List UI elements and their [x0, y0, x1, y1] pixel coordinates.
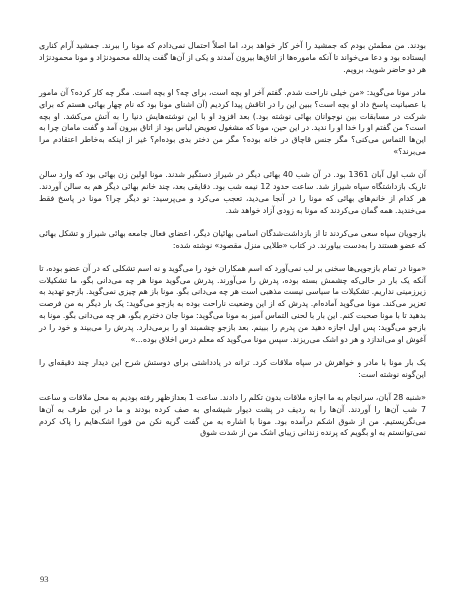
paragraph-visit: یک بار مونا با مادر و خواهرش در سپاه ملاقات کرد. ترانه در یادداشتی برای دوستش شرح این دیدار چند دقیقه‌ای را این‌گونه نوشته است:: [39, 357, 426, 379]
document-body: [39, 40, 426, 439]
paragraph-night-of-arrest: آن شب اول آبان 1361 بود. در آن شب 40 بهائی دیگر در شیراز دستگیر شدند. مونا اولین زن بهائی بود که وارد سالن تاریک بازداشتگاه سپاه شیراز شد. ساعت حدود 12 نیمه شب بود. دقایقی بعد، چند خانم بهائی دیگر هم به سالن آوردند. هر کدام از خانم‌های بهائی که مونا را در آنجا می‌دید، تعجب می‌کرد و می‌پرسید: تو دیگر چرا؟ مونا در پاسخ فقط می‌خندید. همه گمان می‌کردند که مونا به زودی آزاد خواهد شد.: [39, 170, 426, 215]
paragraph-mother-quote: مادر مونا می‌گوید: «من خیلی ناراحت شدم. گفتم آخر او بچه است، برای چه؟ او بچه است. مگر چه کار کرده؟ آن مامور با عصبانیت پاسخ داد او بچه است؟ ببین این را در اتاقش پیدا کردیم (آن اشنای مونا بود که نام چهار بهائی هستم که برای شرکت در مسابقات بین نوجوانان بهائی نوشته بود.) بعد افزود او با این نوشته‌هایش دنیا را به آتش می‌کشد. او بچه است؟ من گفتم او را خدا او را ندید. در این حین، مونا که مشغول تعویض لباس بود از اتاق بیرون آمد و گفت مامان چرا به این‌ها التماس می‌کنی؟ مگر جنس قاچاق در خانه بوده؟ مگر من دختر بدی بوده‌ام؟ غیر از اینکه به‌خاطر اعتقادم مرا می‌برند؟»: [39, 87, 426, 157]
paragraph-arrest: بودند. من مطمئن بودم که جمشید را آخر کار خواهد برد، اما اصلاً احتمال نمی‌دادم که مونا را ببرند. جمشید آرام کناری ایستاده بود و دعا می‌خواند تا آنکه ماموره‌ها از اتاق‌ها بیرون آمدند و یکی از آن‌ها گفت یدالله محمودنژاد و مونا محمودنژاد هر دو حاضر شوید، برویم.: [39, 41, 426, 74]
paragraph-letter-quote: «شنبه 28 آبان، سرانجام به ما اجازه ملاقات بدون تکلم را دادند. ساعت 1 بعدازظهر رفته بودیم به محل ملاقات و ساعت 7 شب آن‌ها را آوردند. آن‌ها را به ردیف در پشت دیوار شیشه‌ای به صف کرده بودند و ما در این طرف به آن‌ها می‌نگریستیم. من از شوق اشکم درآمده بود. مونا با اشاره به من گفت گریه نکن من فورا اشک‌هایم را پاک کردم نمی‌توانستم به او بگویم که پرنده زندانی زیبای اشک من از شدت شوق: [39, 392, 426, 438]
paragraph-book-quote: «مونا در تمام بازجویی‌ها سخنی بر لب نمی‌آورد که اسم همکاران خود را می‌گوید و نه اسم تشکلی که در آن عضو بوده، تا آنکه یک بار در حالی‌که چشمش بسته بوده، پدرش را می‌آورند. پدرش می‌گوید مونا هر چه می‌دانی بگو، ما تشکیلات زیرزمینی نداریم. تشکیلات ما سیاسی نیست مذهبی است هر چه می‌دانی بگو. مونا باز هم چیزی نمی‌گوید. بازجو تهدید به تعزیر می‌کند. مونا می‌گوید آماده‌ام. پدرش که از این وضعیت ناراحت بوده به بازجو می‌گوید: یک بار دیگر به من فرصت بدهید تا با مونا صحبت کنم. این بار با لحنی التماس آمیز به مونا می‌گوید: مونا جان دخترم بگو، هر چه می‌دانی بگو. مونا به بازجو می‌گوید: پس اول اجازه دهید من پدرم را ببینم. بعد بازجو چشمبند او را برمی‌دارد. پدرش را می‌بیند و خود را در آغوش او می‌اندازد و هر دو اشک می‌ریزند. سپس مونا می‌گوید که معلم درس اخلاق بوده...»: [39, 263, 426, 345]
paragraph-interrogators: بازجویان سپاه سعی می‌کردند تا از بازداشت‌شدگان اسامی بهائیان دیگر، اعضای فعال جامعه بهائی شیراز و تشکل بهائی که عضو هستند را به‌دست بیاورند. در کتاب «طلایی منزل مقصود» نوشته شده:: [39, 228, 426, 250]
page-number: 93: [40, 574, 49, 584]
